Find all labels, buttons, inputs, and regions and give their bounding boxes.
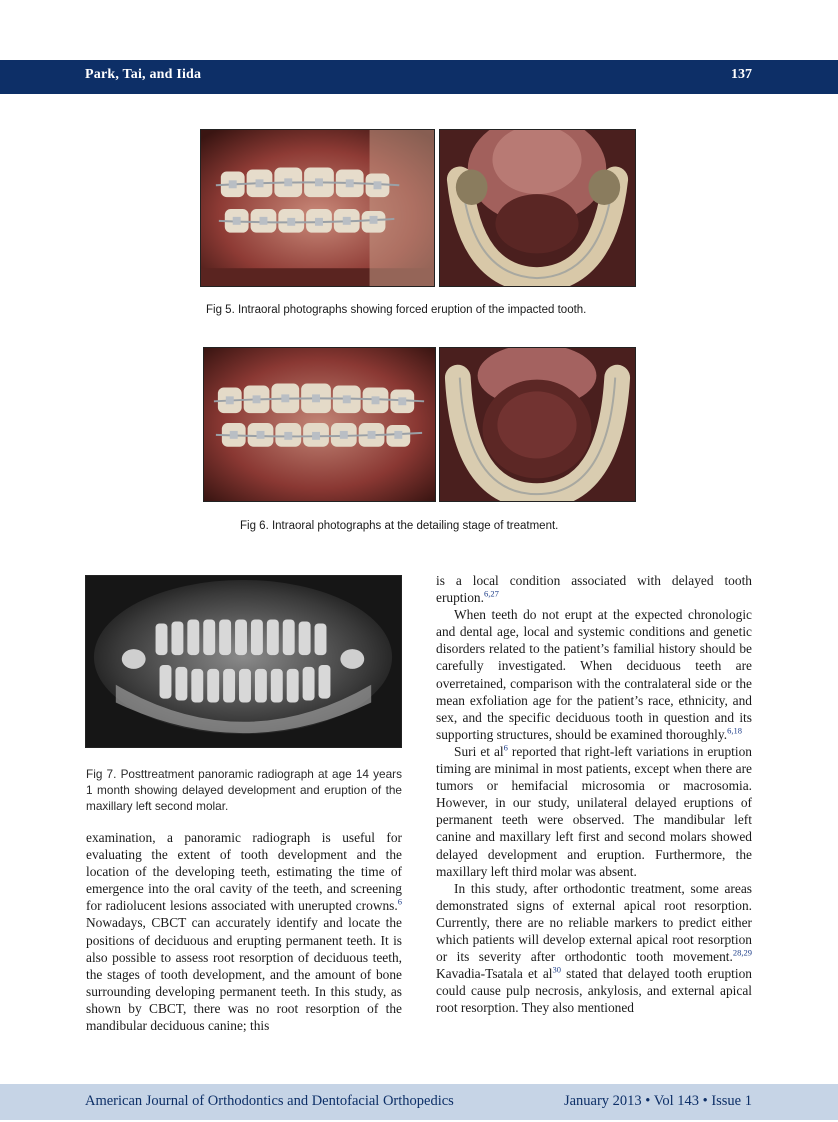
text: Suri et al <box>454 743 504 759</box>
citation: 6 <box>397 896 402 907</box>
right-paragraph-4 <box>436 880 752 1017</box>
fig6-occlusal-intraoral-photo <box>439 347 636 502</box>
right-paragraph-2 <box>436 606 752 743</box>
journal-name: American Journal of Orthodontics and Dentofacial Orthopedics <box>85 1093 454 1109</box>
citation: 6 <box>503 742 508 753</box>
text: reported that right-left variations in eruption timing are minimal in most patients, except when there are tumors or hemifacial microsomia or macrosomia. However, in our study, unilateral delayed eruptions of permanent teeth were observed. The mandibular left canine and maxillary left first and second molars showed delayed development and eruption. Furthermore, the maxillary left third molar was absent. <box>436 743 752 879</box>
citation: 6,27 <box>483 588 499 599</box>
right-column <box>436 572 752 1016</box>
fig6-caption: Fig 6. Intraoral photographs at the detailing stage of treatment. <box>240 520 559 532</box>
header-authors: Park, Tai, and Iida <box>85 67 202 82</box>
right-paragraph-3 <box>436 743 752 880</box>
page-number: 137 <box>731 67 752 82</box>
fig5-caption: Fig 5. Intraoral photographs showing forced eruption of the impacted tooth. <box>206 304 587 316</box>
text: stated that delayed tooth eruption could cause pulp necrosis, ankylosis, and external apical root resorption. They also mentioned <box>436 966 753 1016</box>
citation: 28,29 <box>732 947 752 958</box>
issue-info: January 2013 • Vol 143 • Issue 1 <box>563 1093 752 1109</box>
running-footer <box>0 1084 838 1120</box>
text: When teeth do not erupt at the expected chronologic and dental age, local and systemic conditions and genetic disorders related to the patient’s familial history should be carefully investigated. When deciduous teeth are overretained, comparison with the contralateral side or the mean exfoliation age for the patient’s race, ethnicity, and sex, and the specific deciduous tooth in question and its supporting structures, should be examined thoroughly. <box>436 607 752 742</box>
right-paragraph-1 <box>436 572 752 606</box>
text: is a local condition associated with delayed tooth eruption. <box>436 573 752 606</box>
text: Kavadia-Tsatala et al <box>436 966 553 982</box>
text: examination, a panoramic radiograph is useful for evaluating the extent of tooth development and the location of the developing teeth, estimating the time of emergence into the oral cavity of the teeth, and screening for radiolucent lesions associated with unerupted crowns. <box>86 830 402 914</box>
citation: 30 <box>552 964 561 975</box>
left-paragraph-1 <box>86 829 402 1034</box>
fig5-occlusal-intraoral-photo <box>439 129 636 287</box>
fig5-lateral-intraoral-photo <box>200 129 435 287</box>
left-column <box>86 829 402 1034</box>
running-header <box>0 60 838 94</box>
fig7-caption: Fig 7. Posttreatment panoramic radiograph at age 14 years 1 month showing delayed development and eruption of the maxillary left second molar. <box>86 767 402 813</box>
text: In this study, after orthodontic treatment, some areas demonstrated signs of external apical root resorption. Currently, there are no reliable markers to predict either which patients will develop external apical root resorption or its severity after orthodontic tooth movement. <box>436 880 752 965</box>
fig6-lateral-intraoral-photo <box>203 347 436 502</box>
citation: 6,18 <box>727 725 742 736</box>
text: Nowadays, CBCT can accurately identify and locate the positions of deciduous and erupting permanent teeth. It is also possible to assess root resorption of deciduous teeth, the stages of tooth development, and the amount of bone surrounding developing permanent teeth. In this study, as shown by CBCT, there was no root resorption of the mandibular deciduous canine; this <box>86 915 402 1034</box>
fig7-panoramic-radiograph <box>85 575 402 748</box>
